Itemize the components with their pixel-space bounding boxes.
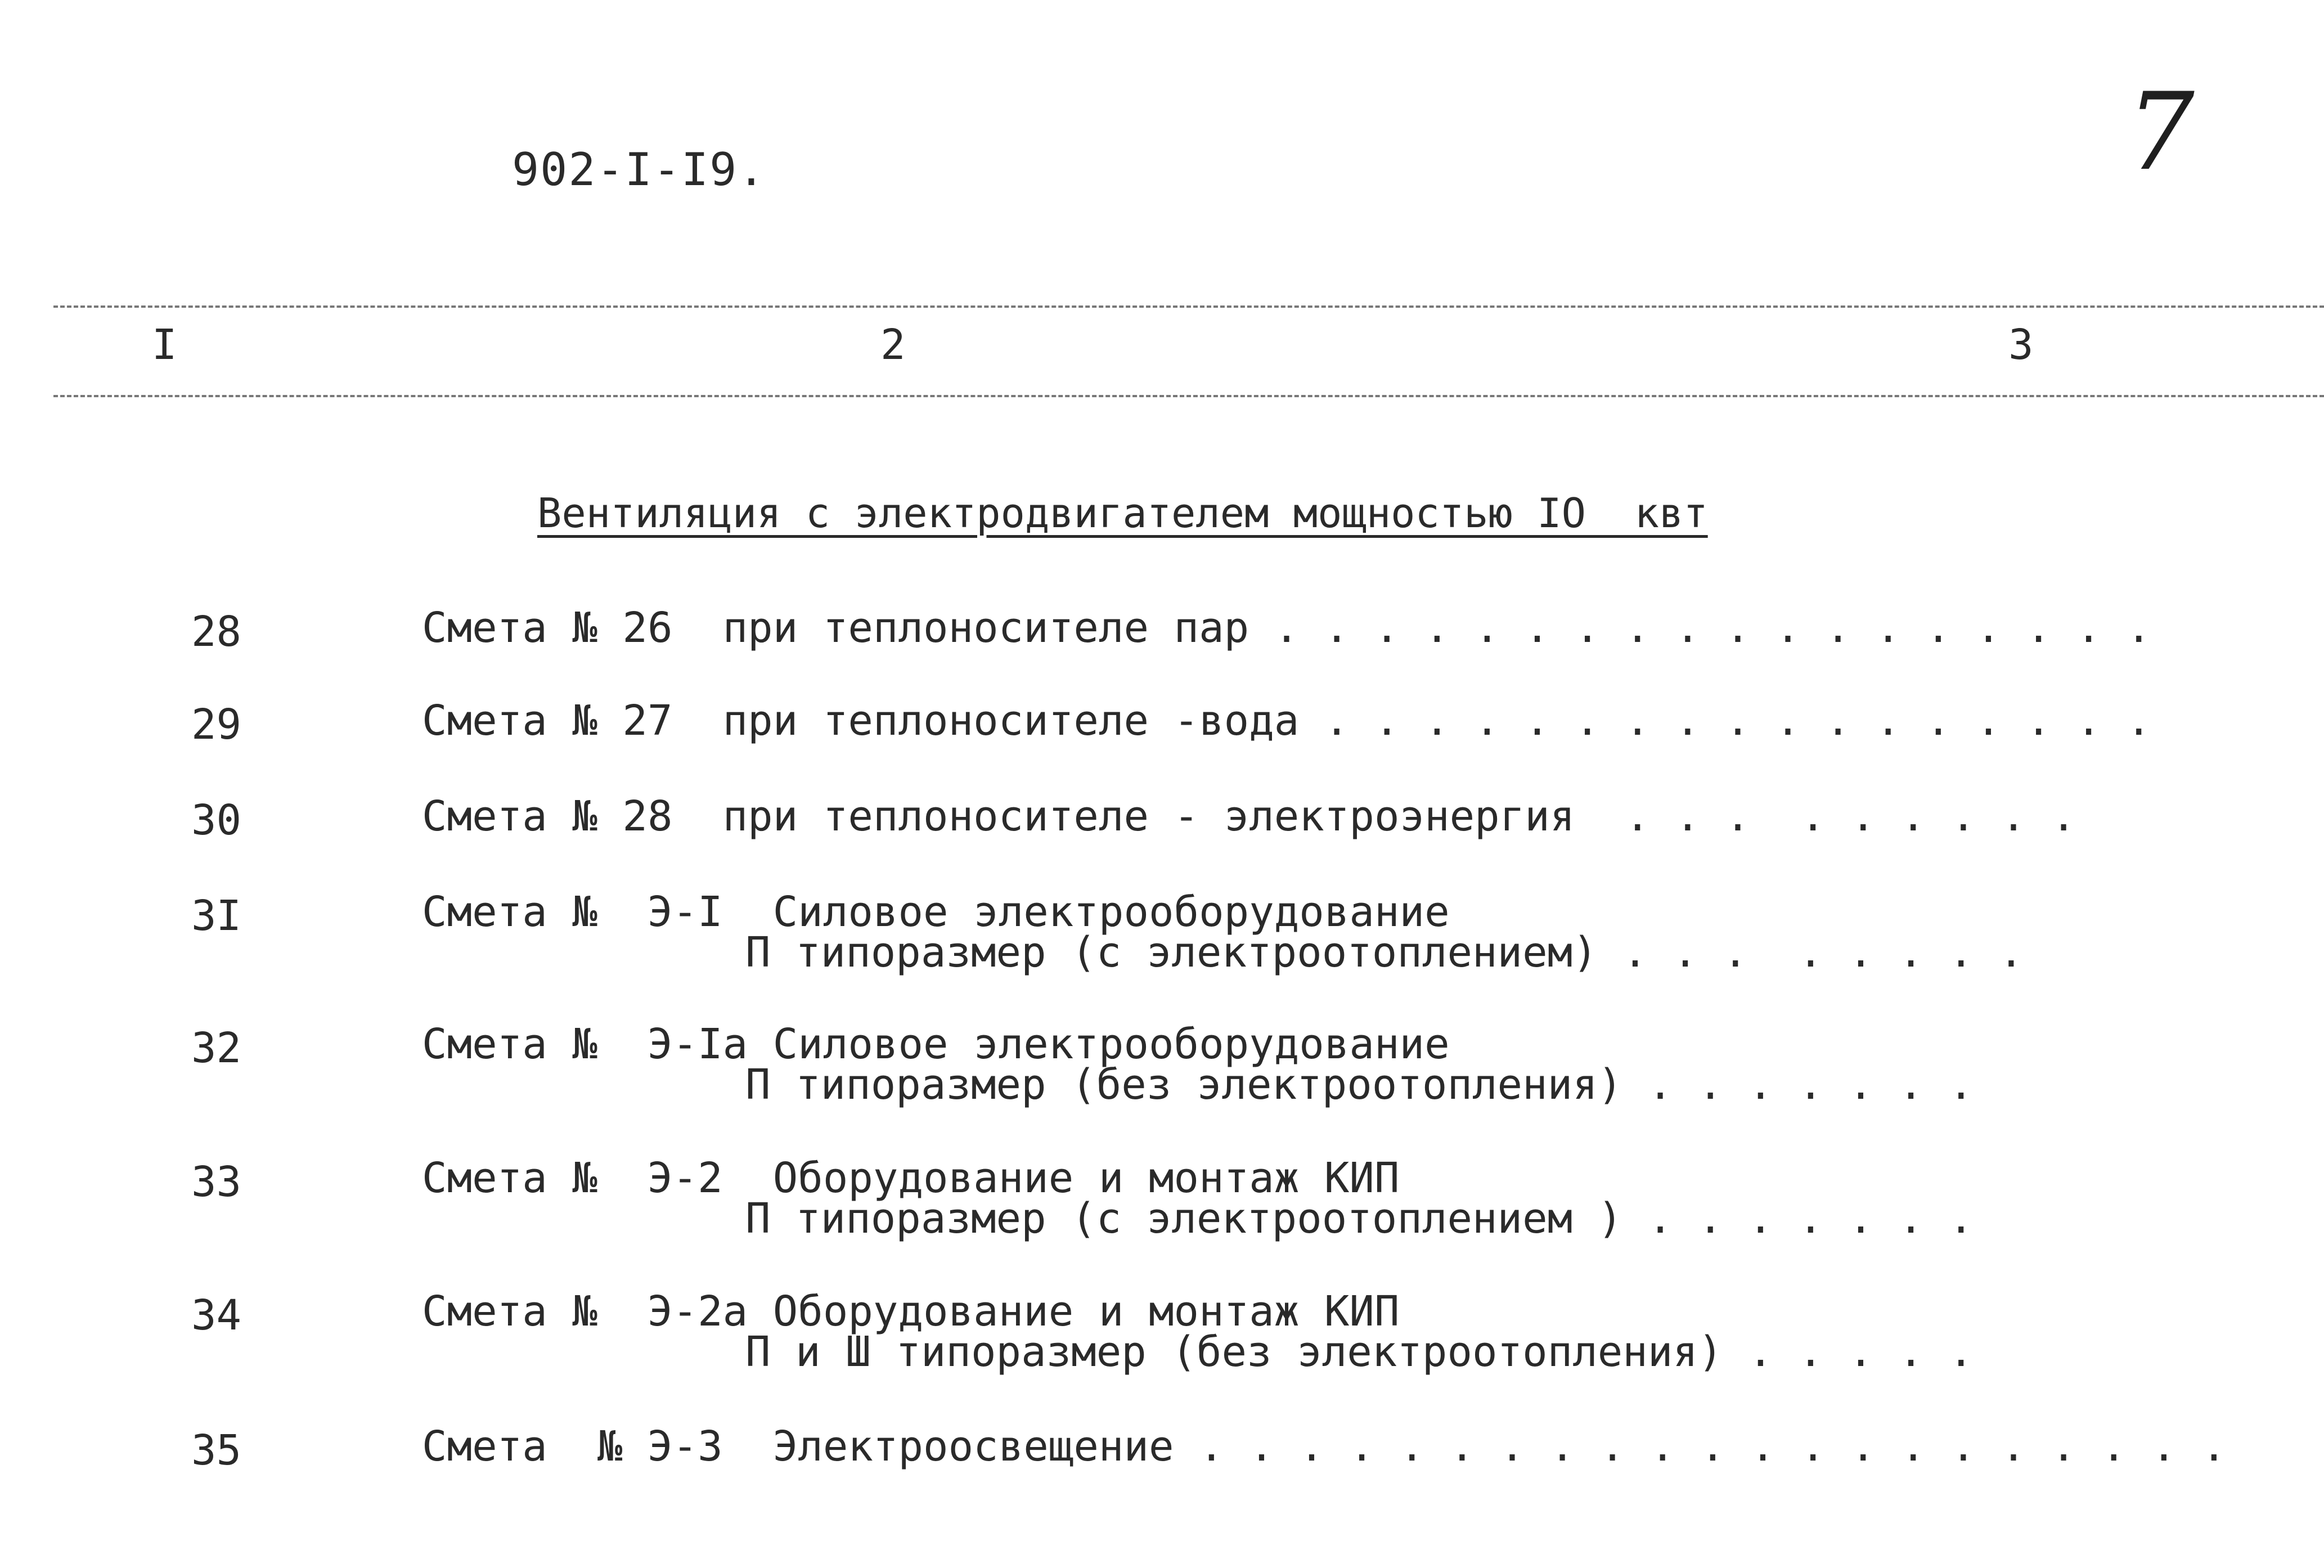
item-number: 33 xyxy=(191,1158,242,1206)
column-header-2: 2 xyxy=(880,321,906,369)
item-number: 29 xyxy=(191,700,242,749)
item-line-1: Смета № Э-Iа Силовое электрооборудование xyxy=(422,1020,1450,1068)
item-number: 28 xyxy=(191,608,242,656)
item-line-1: Смета № Э-2 Оборудование и монтаж КИП xyxy=(422,1154,1400,1202)
item-text xyxy=(422,1020,1974,1109)
item-text xyxy=(422,888,2024,977)
table-header-bottom-rule xyxy=(53,395,2324,397)
item-line-1: Смета № 27 при теплоносителе -вода . . . . . . . . . . . . . . . . . xyxy=(422,697,2152,745)
section-title: Вентиляция с электродвигателем мощностью IO квт xyxy=(537,489,1708,537)
item-line-1: Смета № Э-3 Электроосвещение . . . . . . . . . . . . . . . . . . . . . xyxy=(422,1422,2227,1471)
column-header-3: 3 xyxy=(2008,321,2034,369)
item-line-1: Смета № Э-I Силовое электрооборудование xyxy=(422,888,1450,936)
item-line-2: П типоразмер (без электроотопления) . . . . . . . xyxy=(745,1061,1974,1109)
item-number: 30 xyxy=(191,796,242,844)
item-number: 34 xyxy=(191,1291,242,1340)
item-text xyxy=(422,1422,2227,1471)
item-text xyxy=(422,1154,1974,1243)
column-header-1: I xyxy=(152,321,177,369)
item-line-1: Смета № 26 при теплоносителе пар . . . . . . . . . . . . . . . . . . xyxy=(422,604,2152,652)
page-number: 7 xyxy=(2127,70,2195,194)
item-line-2: П типоразмер (с электроотоплением ) . . . . . . . xyxy=(745,1194,1974,1243)
item-text xyxy=(422,604,2152,652)
item-number: 35 xyxy=(191,1426,242,1475)
item-line-2: П и Ш типоразмер (без электроотопления) . . . . . xyxy=(745,1328,1974,1376)
item-text xyxy=(422,792,2076,841)
document-code: 902-I-I9. xyxy=(512,143,766,196)
item-text xyxy=(422,1287,1974,1376)
item-line-1: Смета № Э-2а Оборудование и монтаж КИП xyxy=(422,1287,1400,1336)
item-number: 32 xyxy=(191,1024,242,1072)
item-text xyxy=(422,697,2152,745)
item-line-2: П типоразмер (с электроотоплением) . . . . . . . . xyxy=(745,928,2024,977)
table-header-top-rule xyxy=(53,305,2324,308)
item-line-1: Смета № 28 при теплоносителе - электроэнергия . . . . . . . . . xyxy=(422,792,2076,841)
item-number: 3I xyxy=(191,892,242,940)
